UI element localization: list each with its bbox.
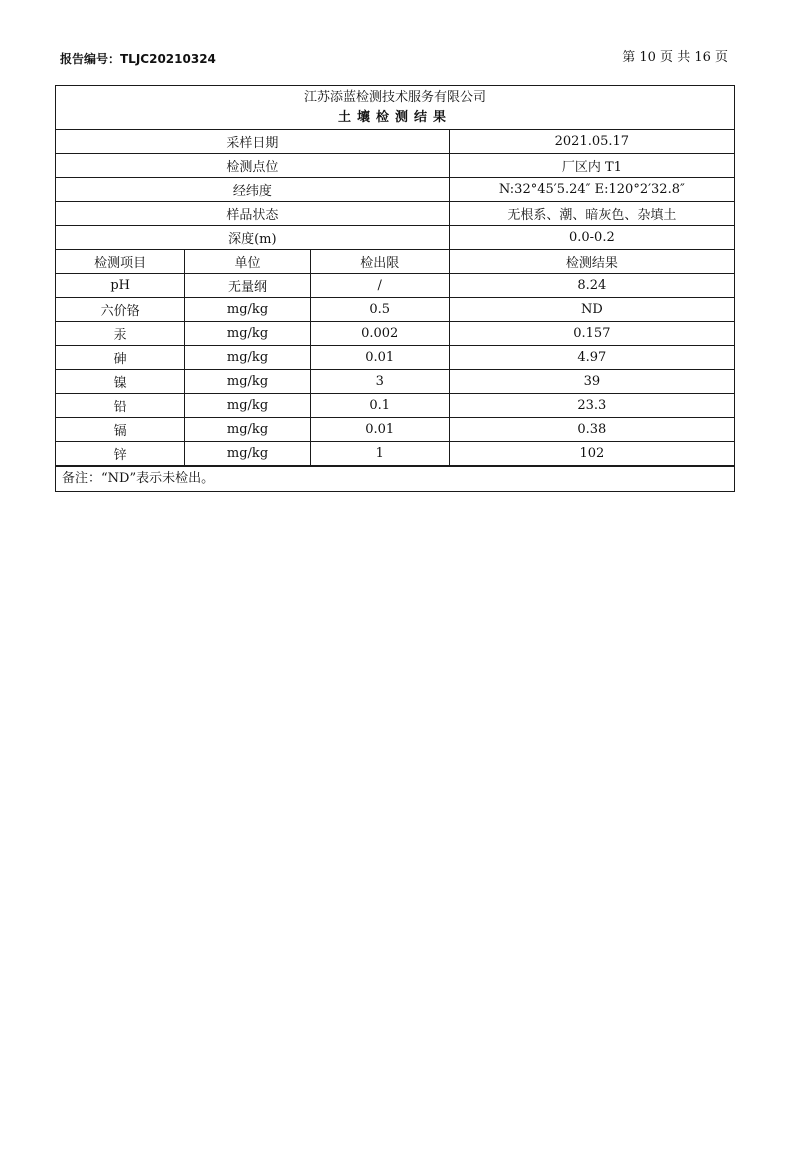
sample-info-row [56,226,734,250]
sample-info-value: 无根系、潮、暗灰色、杂填土 [449,202,734,226]
cell-unit: 无量纲 [185,274,310,298]
sample-info-label: 深度(m) [56,226,449,250]
results-table [56,130,734,466]
column-header-unit: 单位 [185,250,310,274]
table-row [56,370,734,394]
table-row [56,394,734,418]
sample-info-label: 采样日期 [56,130,449,154]
cell-item: 锌 [56,442,185,466]
cell-limit: / [310,274,449,298]
sample-info-row [56,154,734,178]
sample-info-value: 厂区内 T1 [449,154,734,178]
table-row [56,346,734,370]
cell-result: 23.3 [449,394,734,418]
sample-info-row [56,202,734,226]
cell-result: 39 [449,370,734,394]
cell-limit: 0.01 [310,346,449,370]
cell-limit: 0.5 [310,298,449,322]
sample-info-label: 样品状态 [56,202,449,226]
table-row [56,298,734,322]
cell-item: 汞 [56,322,185,346]
cell-item: 六价铬 [56,298,185,322]
column-header-result: 检测结果 [449,250,734,274]
cell-result: 0.38 [449,418,734,442]
cell-item: pH [56,274,185,298]
cell-result: 0.157 [449,322,734,346]
sample-info-value: N:32°45′5.24″ E:120°2′32.8″ [449,178,734,202]
cell-limit: 0.1 [310,394,449,418]
cell-item: 砷 [56,346,185,370]
cell-limit: 3 [310,370,449,394]
cell-unit: mg/kg [185,298,310,322]
cell-limit: 0.01 [310,418,449,442]
remarks: 备注：“ND”表示未检出。 [56,466,734,491]
report-table-frame [55,85,735,492]
cell-result: 8.24 [449,274,734,298]
sample-info-value: 0.0-0.2 [449,226,734,250]
cell-unit: mg/kg [185,346,310,370]
cell-item: 铅 [56,394,185,418]
sample-info-row [56,130,734,154]
column-header-limit: 检出限 [310,250,449,274]
table-row [56,274,734,298]
sample-info-label: 经纬度 [56,178,449,202]
cell-unit: mg/kg [185,442,310,466]
cell-unit: mg/kg [185,418,310,442]
sample-info-label: 检测点位 [56,154,449,178]
cell-limit: 0.002 [310,322,449,346]
cell-result: 102 [449,442,734,466]
table-row [56,322,734,346]
cell-result: 4.97 [449,346,734,370]
cell-limit: 1 [310,442,449,466]
sample-info-value: 2021.05.17 [449,130,734,154]
column-header-row [56,250,734,274]
sample-info-row [56,178,734,202]
cell-unit: mg/kg [185,394,310,418]
report-title: 土壤检测结果 [337,110,452,125]
page-indicator: 第 10 页 共 16 页 [622,50,728,65]
cell-result: ND [449,298,734,322]
table-row [56,442,734,466]
cell-item: 镍 [56,370,185,394]
cell-item: 镉 [56,418,185,442]
report-number: 报告编号：TLJC20210324 [60,52,216,66]
company-name: 江苏添蓝检测技术服务有限公司 [303,90,486,105]
title-block [56,86,734,130]
cell-unit: mg/kg [185,370,310,394]
column-header-item: 检测项目 [56,250,185,274]
table-row [56,418,734,442]
cell-unit: mg/kg [185,322,310,346]
